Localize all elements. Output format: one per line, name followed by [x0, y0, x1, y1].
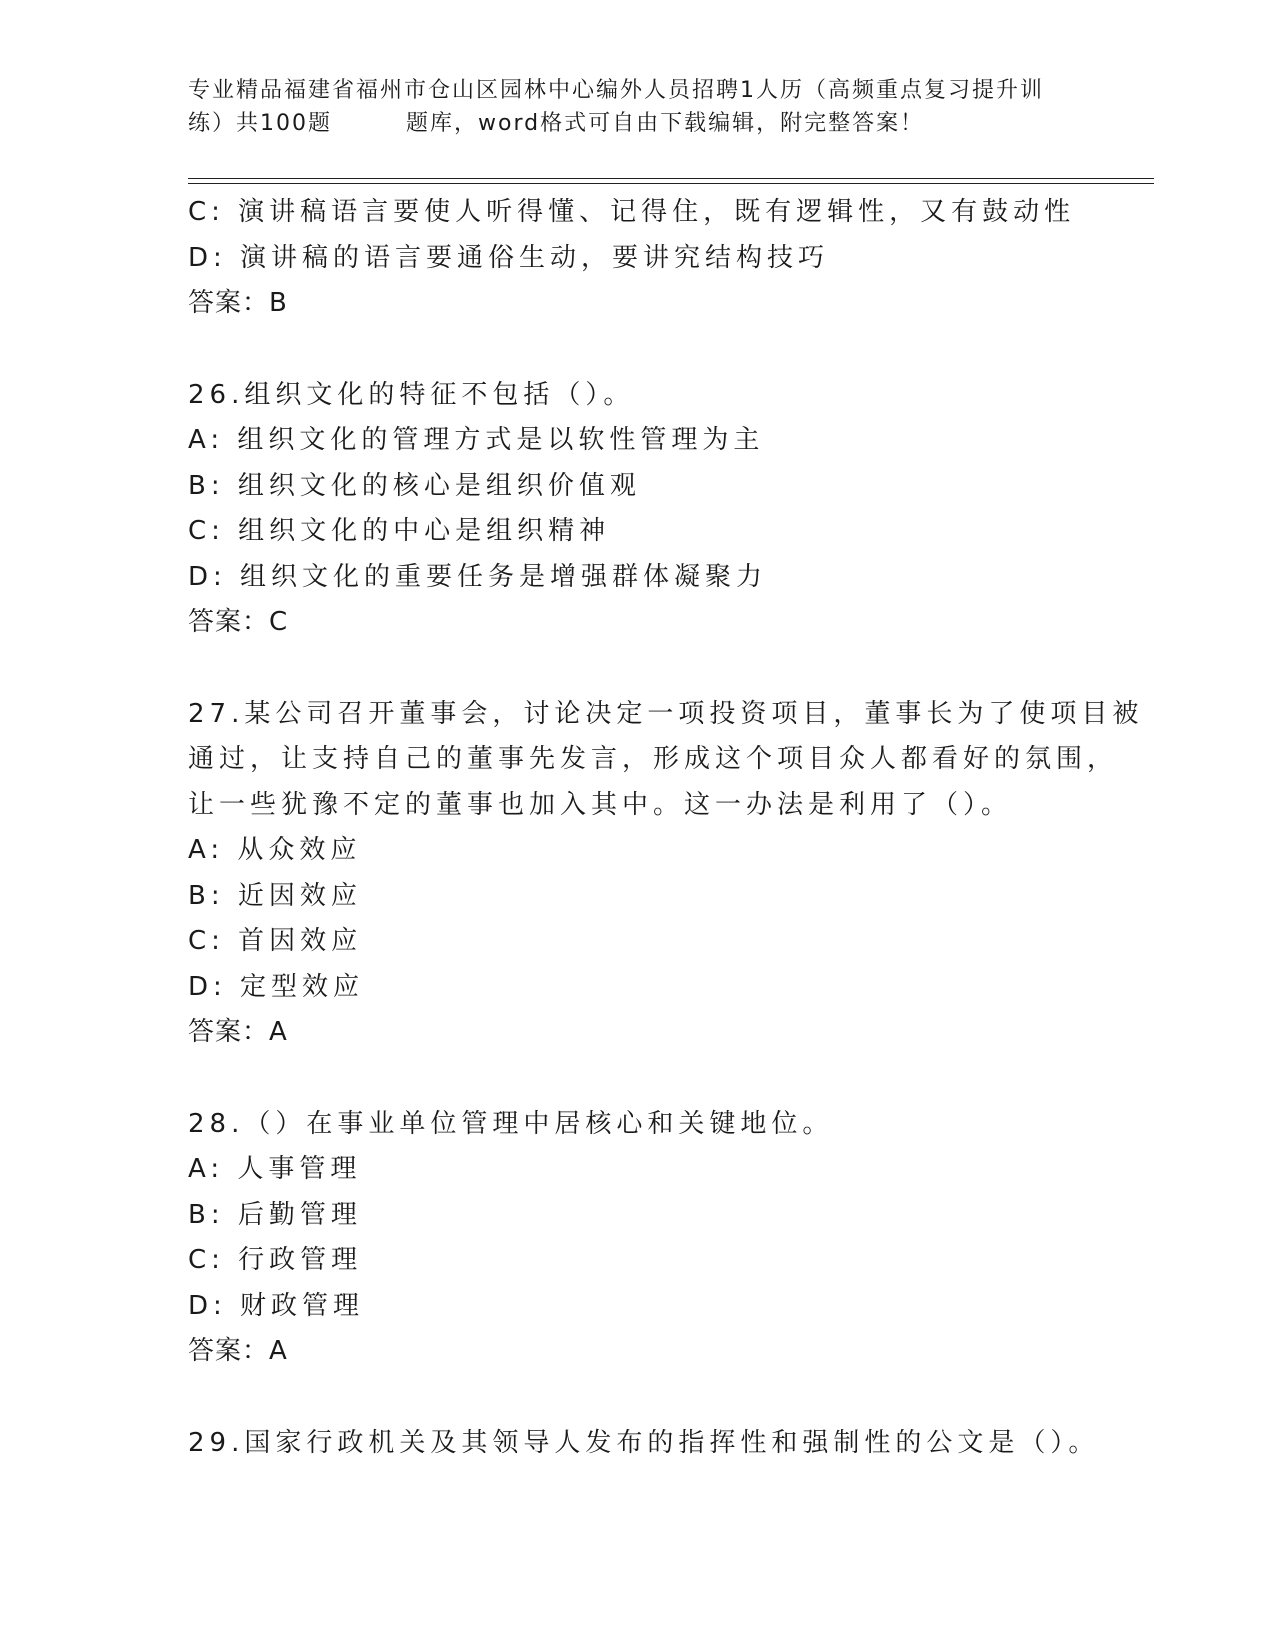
header-title-line-1: 专业精品福建省福州市仓山区园林中心编外人员招聘1人历（高频重点复习提升训 [188, 78, 1044, 103]
option-c: C: 行政管理 [188, 1245, 363, 1275]
question-stem: 28.（）在事业单位管理中居核心和关键地位。 [188, 1108, 834, 1139]
option-d: D: 演讲稿的语言要通俗生动，要讲究结构技巧 [188, 242, 830, 273]
question-block-29 [188, 1421, 1154, 1467]
answer-line: 答案：A [188, 1017, 288, 1047]
header-divider-bottom [188, 183, 1154, 184]
option-d: D: 定型效应 [188, 971, 365, 1002]
question-block-26 [188, 373, 1154, 646]
document-header [188, 74, 1088, 140]
option-d: D: 组织文化的重要任务是增强群体凝聚力 [188, 561, 768, 592]
option-a: A: 组织文化的管理方式是以软性管理为主 [188, 425, 765, 455]
question-stem: 29.国家行政机关及其领导人发布的指挥性和强制性的公文是（）。 [188, 1427, 1100, 1458]
question-block-27 [188, 692, 1154, 1056]
option-d: D: 财政管理 [188, 1290, 365, 1321]
question-stem: 27.某公司召开董事会，讨论决定一项投资项目，董事长为了使项目被 [188, 698, 1144, 729]
option-c: C: 演讲稿语言要使人听得懂、记得住，既有逻辑性，又有鼓动性 [188, 197, 1076, 227]
option-a: A: 从众效应 [188, 835, 362, 865]
option-b: B: 近因效应 [188, 880, 362, 911]
answer-line: 答案：B [188, 288, 288, 318]
option-b: B: 后勤管理 [188, 1199, 362, 1230]
question-stem-cont: 让一些犹豫不定的董事也加入其中。这一办法是利用了（）。 [188, 789, 1013, 820]
question-list [188, 190, 1154, 1466]
header-divider-top [188, 178, 1154, 179]
header-title-part-b: 题库，word格式可自由下载编辑，附完整答案！ [406, 111, 925, 136]
option-c: C: 首因效应 [188, 926, 363, 956]
header-title-line-2 [188, 107, 1088, 140]
answer-line: 答案：A [188, 1336, 288, 1366]
option-c: C: 组织文化的中心是组织精神 [188, 516, 611, 546]
answer-line: 答案：C [188, 607, 289, 637]
question-block-28 [188, 1102, 1154, 1375]
header-title-part-a: 练）共100题 [188, 111, 332, 136]
question-block-continued [188, 190, 1154, 327]
option-a: A: 人事管理 [188, 1154, 362, 1184]
option-b: B: 组织文化的核心是组织价值观 [188, 470, 641, 501]
question-stem: 26.组织文化的特征不包括（）。 [188, 379, 635, 410]
question-stem-cont: 通过，让支持自己的董事先发言，形成这个项目众人都看好的氛围， [188, 744, 1119, 774]
